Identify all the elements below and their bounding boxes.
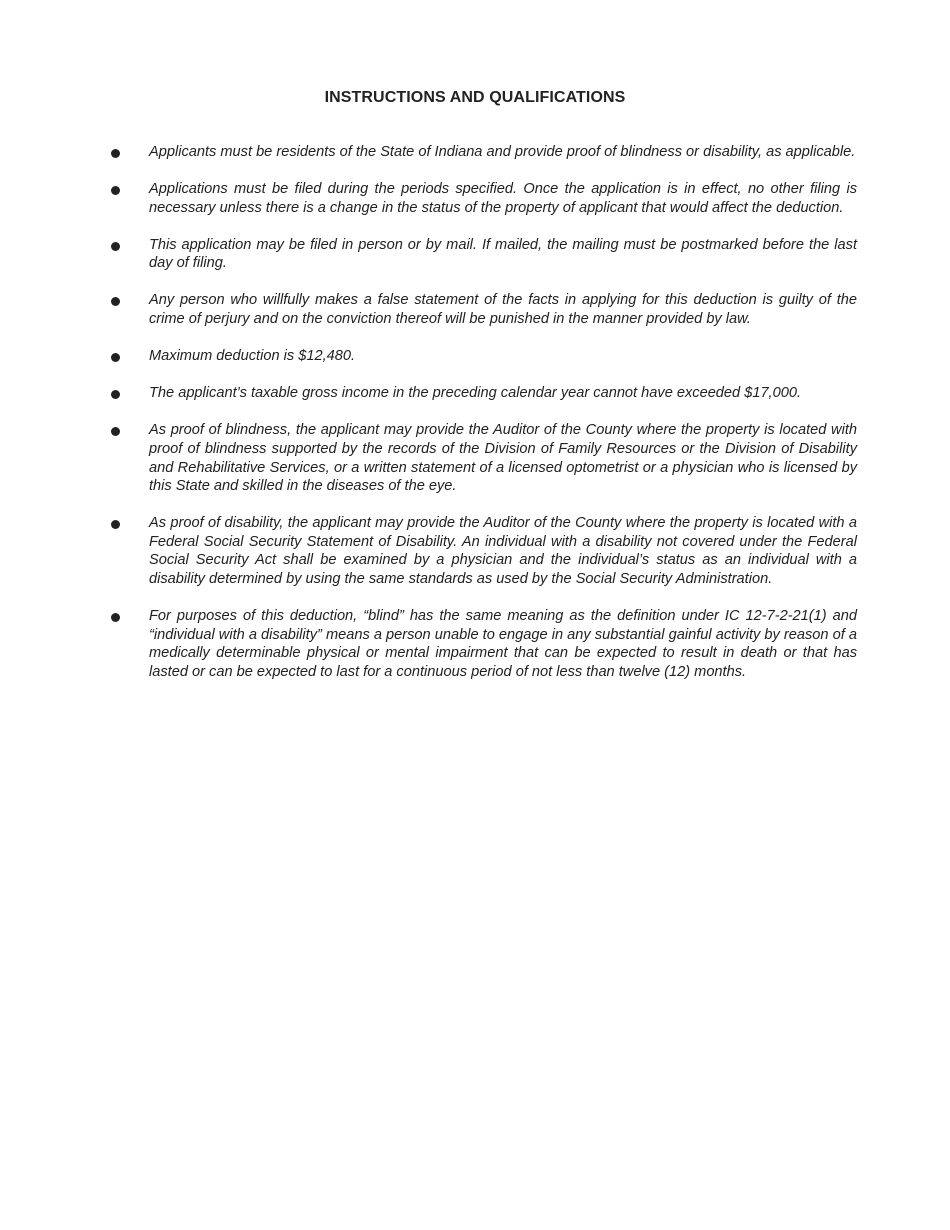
list-item xyxy=(0,347,950,366)
list-item xyxy=(0,143,950,162)
bullet-icon xyxy=(111,427,120,436)
bullet-icon xyxy=(111,149,120,158)
list-item xyxy=(0,384,950,403)
list-item-text: This application may be filed in person or by mail. If mailed, the mailing must be postmarked before the last day of filing. xyxy=(149,236,857,272)
list-item-text: The applicant’s taxable gross income in the preceding calendar year cannot have exceeded $17,000. xyxy=(149,385,802,402)
bullet-icon xyxy=(111,353,120,362)
list-item-text: Any person who willfully makes a false statement of the facts in applying for this deduction is guilty of the crime of perjury and on the conviction thereof will be punished in the manner provided by law. xyxy=(149,292,857,328)
bullet-icon xyxy=(111,520,120,529)
list-item xyxy=(0,514,950,588)
bullet-icon xyxy=(111,242,120,251)
list-item-text: Applicants must be residents of the State of Indiana and provide proof of blindness or disability, as applicable. xyxy=(149,144,856,160)
bullet-icon xyxy=(111,186,120,195)
qualifications-list xyxy=(0,143,950,700)
page-title: INSTRUCTIONS AND QUALIFICATIONS xyxy=(324,89,626,106)
list-item-text: Maximum deduction is $12,480. xyxy=(149,348,356,365)
list-item-text: As proof of blindness, the applicant may provide the Auditor of the County where the property is located with proof of blindness supported by the records of the Division of Family Resources or the Division of Disability and Rehabilitative Services, or a written statement of a licensed optometrist or a physician who is licensed by this State and skilled in the diseases of the eye. xyxy=(149,422,857,495)
bullet-icon xyxy=(111,613,120,622)
list-item xyxy=(0,180,950,217)
list-item-text: Applications must be filed during the periods specified. Once the application is in effect, no other filing is necessary unless there is a change in the status of the property of applicant that would affect the deduction. xyxy=(149,181,857,216)
list-item xyxy=(0,421,950,495)
bullet-icon xyxy=(111,390,120,399)
list-item xyxy=(0,236,950,273)
list-item-text: As proof of disability, the applicant may provide the Auditor of the County where the property is located with a Federal Social Security Statement of Disability. An individual with a disability not covered under the Federal Social Security Act shall be examined by a physician and the individual’s status as an individual with a disability determined by using the same standards as used by the Social Security Administration. xyxy=(149,515,857,587)
list-item-text: For purposes of this deduction, “blind” has the same meaning as the definition under IC 12-7-2-21(1) and “individual with a disability” means a person unable to engage in any substantial gainful activity by reason of a medically determinable physical or mental impairment that can be expected to result in death or that has lasted or can be expected to last for a continuous period of not less than twelve (12) months. xyxy=(149,608,857,680)
list-item xyxy=(0,607,950,681)
list-item xyxy=(0,291,950,328)
bullet-icon xyxy=(111,297,120,306)
